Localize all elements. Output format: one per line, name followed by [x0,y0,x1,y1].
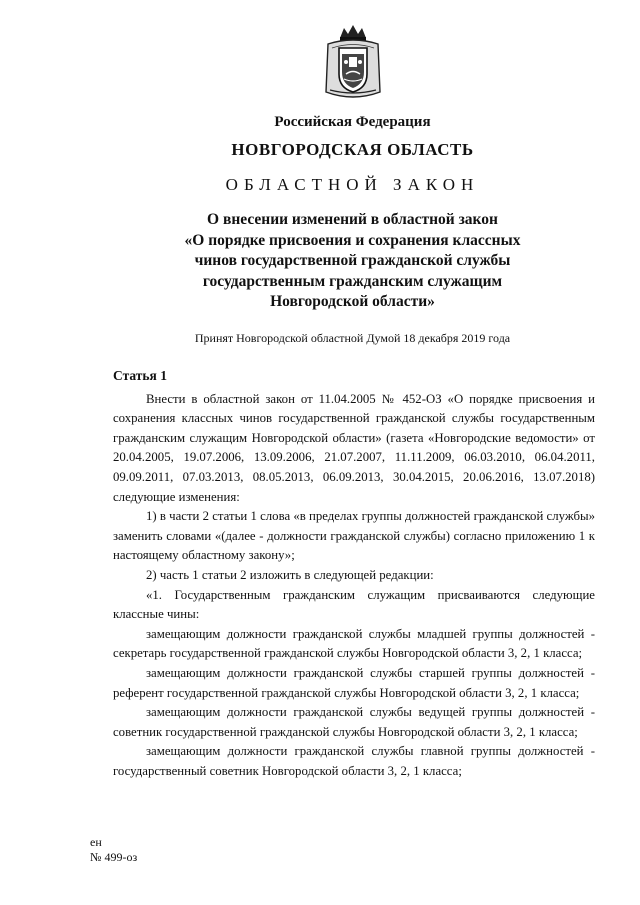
adoption-note: Принят Новгородской областной Думой 18 декабря 2019 года [194,331,511,345]
article-paragraph: замещающим должности гражданской службы ведущей группы должностей - советник государственной гражданской службы Новгородской области 3, 2, 1 класса; [113,705,595,739]
federation-heading: Российская Федерация [274,114,431,130]
law-type-heading: ОБЛАСТНОЙ ЗАКОН [225,175,480,194]
article-body [113,366,595,781]
article-paragraph: Внести в областной закон от 11.04.2005 № 452-ОЗ «О порядке присвоения и сохранения классных чинов государственной гражданской службы государственным гражданским служащим Новгородской области» (газета «Новгородские ведомости» от 20.04.2005, 19.07.2006, 13.09.2006, 21.07.2007, 11.11.2009, 06.03.2010, 06.04.2011, 09.09.2011, 07.03.2013, 08.05.2013, 06.09.2013, 30.04.2015, 20.06.2016, 13.07.2018) следующие изменения: [113,391,595,504]
coat-of-arms-icon [322,22,384,102]
document-footer [90,835,137,865]
article-paragraph: замещающим должности гражданской службы младшей группы должностей - секретарь государственной гражданской службы Новгородской области 3, 2, 1 класса; [113,626,595,661]
region-heading: НОВГОРОДСКАЯ ОБЛАСТЬ [231,140,474,159]
law-title [0,210,640,313]
article-paragraph: 2) часть 1 статьи 2 изложить в следующей редакции: [146,567,434,582]
footer-initials: ен [90,835,102,849]
law-title-line: О внесении изменений в областной закон [207,211,498,228]
law-title-line: чинов государственной гражданской службы [194,252,511,269]
law-title-line: Новгородской области» [270,293,435,310]
footer-number: № 499-оз [90,850,138,864]
law-title-line: государственным гражданским служащим [202,272,503,290]
article-paragraph: замещающим должности гражданской службы главной группы должностей - государственный советник Новгородской области 3, 2, 1 класса; [113,744,595,778]
article-paragraph: «1. Государственным гражданским служащим присваиваются следующие классные чины: [113,587,595,622]
article-paragraph: 1) в части 2 статьи 1 слова «в пределах группы должностей гражданской службы» заменить словами «(далее - должности гражданской службы) согласно приложению 1 к настоящему областному закону»; [113,509,595,563]
law-title-line: «О порядке присвоения и сохранения классных [184,231,521,249]
article-paragraph: замещающим должности гражданской службы старшей группы должностей - референт государственной гражданской службы Новгородской области 3, 2, 1 класса; [113,665,595,700]
article-heading: Статья 1 [113,368,167,383]
